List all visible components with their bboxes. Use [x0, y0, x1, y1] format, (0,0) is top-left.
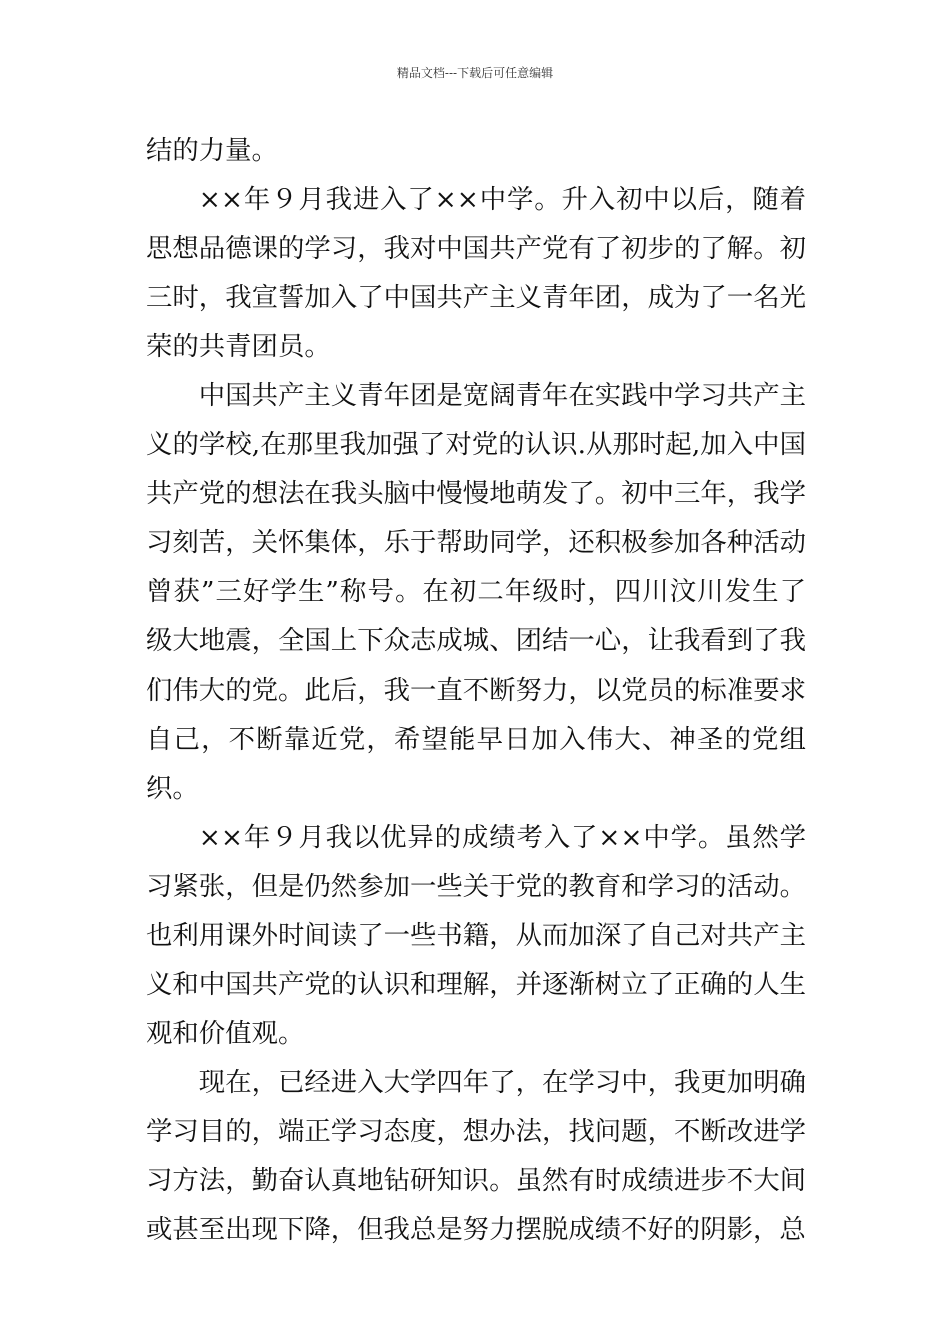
paragraph-university: 现在，已经进入大学四年了，在学习中，我更加明确学习目的，端正学习态度，想办法，找问题，不断改进学习方法，勤奋认真地钻研知识。虽然有时成绩进步不大间或甚至出现下降，但我总是努力摆脱成绩不好的阴影，总: [146, 1066, 806, 1246]
paragraph-high-school: ××年９月我以优异的成绩考入了××中学。虽然学习紧张，但是仍然参加一些关于党的教育和学习的活动。也利用课外时间读了一些书籍，从而加深了自己对共产主义和中国共产党的认识和理解，并逐渐树立了正确的人生观和价值观。: [146, 821, 806, 1049]
document-body: [146, 126, 806, 1254]
paragraph-youth-league: 中国共产主义青年团是宽阔青年在实践中学习共产主义的学校,在那里我加强了对党的认识.从那时起,加入中国共产党的想法在我头脑中慢慢地萌发了。初中三年，我学习刻苦，关怀集体，乐于帮助同学，还积极参加各种活动曾获”三好学生”称号。在初二年级时，四川汶川发生了级大地震，全国上下众志成城、团结一心，让我看到了我们伟大的党。此后，我一直不断努力，以党员的标准要求自己，不断靠近党，希望能早日加入伟大、神圣的党组织。: [146, 380, 806, 804]
page-header: 精品文档---下载后可任意编辑: [396, 66, 554, 80]
paragraph-middle-school: ××年９月我进入了××中学。升入初中以后，随着思想品德课的学习，我对中国共产党有了初步的了解。初三时，我宣誓加入了中国共产主义青年团，成为了一名光荣的共青团员。: [146, 184, 806, 363]
paragraph-continuation: 结的力量。: [146, 135, 278, 166]
